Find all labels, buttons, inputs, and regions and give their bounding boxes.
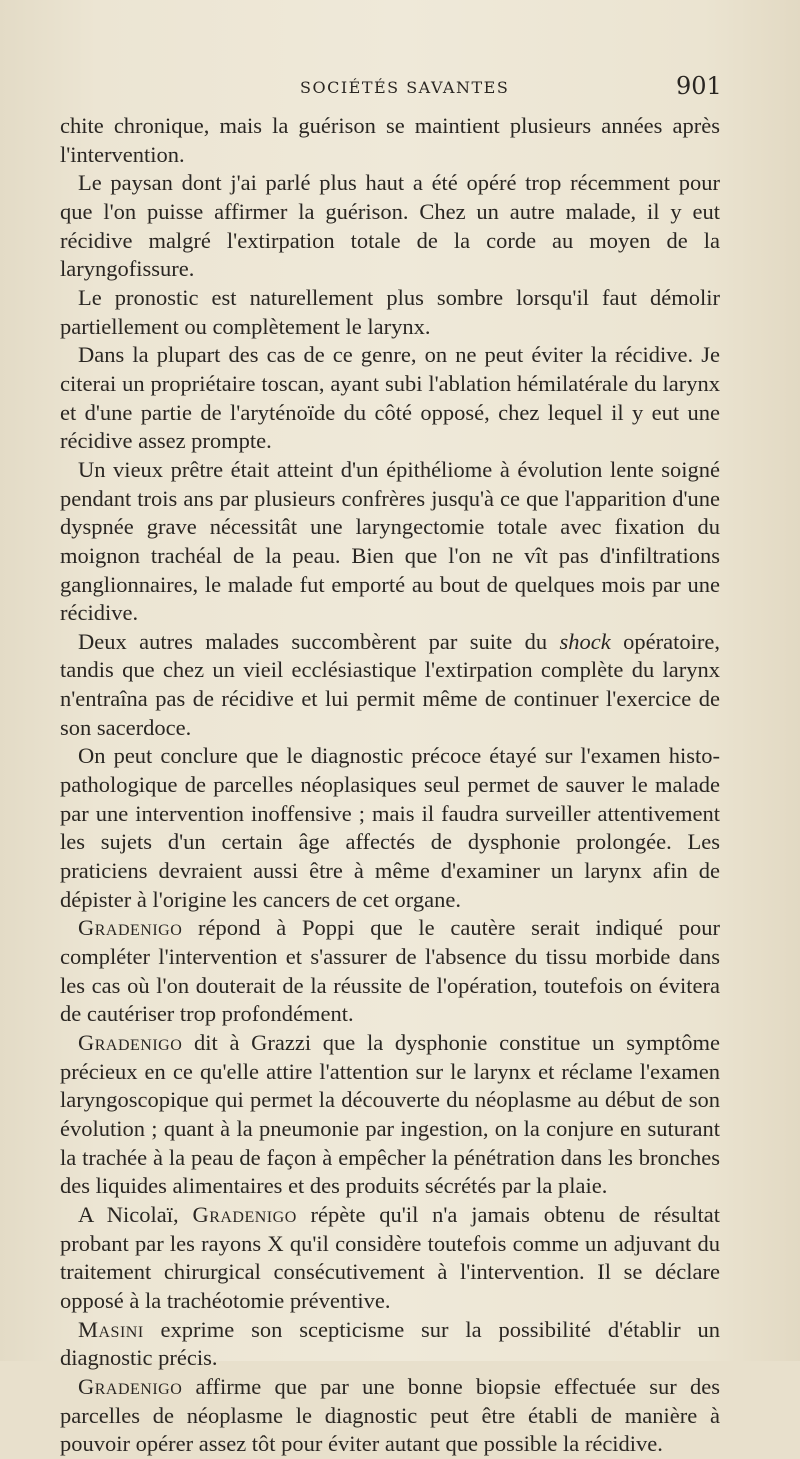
paragraph-2 bbox=[60, 169, 720, 284]
paragraph-6 bbox=[60, 628, 720, 743]
speaker-name: Gradenigo bbox=[192, 1201, 297, 1227]
speaker-name: Gradenigo bbox=[78, 1373, 183, 1399]
paragraph-2-text: Le paysan dont j'ai parlé plus haut a été opéré trop récemment pour que l'on puisse affirmer la guérison. Chez un autre malade, il y eut récidive malgré l'extirpation totale de la corde au moyen de la laryngofissure. bbox=[60, 170, 720, 282]
paragraph-8 bbox=[60, 914, 720, 1029]
paragraph-6-after: opératoire, tandis que chez un vieil ecclésiastique l'extirpation complète du larynx n'entraîna pas de récidive et lui permit même de continuer l'exercice de son sacerdoce. bbox=[60, 628, 720, 740]
page-header bbox=[0, 72, 800, 102]
paragraph-10 bbox=[60, 1201, 720, 1316]
italic-term-shock: shock bbox=[559, 628, 611, 654]
paragraph-7-text: On peut conclure que le diagnostic précoce étayé sur l'examen histo-pathologique de parcelles néoplasiques seul permet de sauver le malade par une intervention inoffensive ; mais il faudra surveiller attentivement les sujets d'un certain âge affectés de dysphonie prolongée. Les praticiens devraient aussi être à même d'examiner un larynx afin de dépister à l'origine les cancers de cet organe. bbox=[60, 743, 720, 912]
paragraph-4 bbox=[60, 341, 720, 456]
paragraph-3-text: Le pronostic est naturellement plus sombre lorsqu'il faut démolir partiellement ou complètement le larynx. bbox=[60, 284, 720, 339]
paragraph-11 bbox=[60, 1316, 720, 1373]
paragraph-12 bbox=[60, 1373, 720, 1459]
paragraph-10-after: répète qu'il n'a jamais obtenu de résultat probant par les rayons X qu'il considère toutefois comme un adjuvant du traitement chirurgical consécutivement à l'intervention. Il se déclare opposé à la trachéotomie préventive. bbox=[60, 1201, 721, 1313]
speaker-name: Gradenigo bbox=[78, 1030, 183, 1055]
paragraph-5 bbox=[60, 456, 720, 628]
paragraph-3 bbox=[60, 284, 720, 341]
paragraph-12-text: affirme que par une bonne biopsie effectuée sur des parcelles de néoplasme le diagnostic peut être établi de manière à pouvoir opérer assez tôt pour éviter autant que possible la récidive. bbox=[60, 1373, 720, 1457]
running-head: SOCIÉTÉS SAVANTES bbox=[300, 78, 510, 97]
paragraph-10-before: A Nicolaï, bbox=[78, 1201, 193, 1227]
paragraph-1 bbox=[60, 112, 720, 169]
paragraph-9 bbox=[60, 1029, 720, 1201]
paragraph-1-text: chite chronique, mais la guérison se maintient plusieurs années après l'intervention. bbox=[60, 113, 720, 167]
body-text bbox=[60, 112, 720, 1459]
paragraph-6-before: Deux autres malades succombèrent par suite du bbox=[78, 628, 560, 654]
speaker-name: Masini bbox=[78, 1316, 144, 1342]
page-number: 901 bbox=[676, 72, 722, 100]
paragraph-5-text: Un vieux prêtre était atteint d'un épithéliome à évolution lente soigné pendant trois ans par plusieurs confrères jusqu'à ce que l'apparition d'une dyspnée grave nécessitât une laryngectomie totale avec fixation du moignon trachéal de la peau. Bien que l'on ne vît pas d'infiltrations ganglionnaires, le malade fut emporté au bout de quelques mois par une récidive. bbox=[60, 456, 720, 626]
paragraph-4-text: Dans la plupart des cas de ce genre, on ne peut éviter la récidive. Je citerai un propriétaire toscan, ayant subi l'ablation hémilatérale du larynx et d'une partie de l'aryténoïde du côté opposé, chez lequel il y eut une récidive assez prompte. bbox=[60, 342, 720, 454]
paragraph-9-text: dit à Grazzi que la dysphonie constitue un symptôme précieux en ce qu'elle attire l'attention sur le larynx et réclame l'examen laryngoscopique qui permet la découverte du néoplasme au début de son évolution ; quant à la pneumonie par ingestion, on la conjure en suturant la trachée à la peau de façon à empêcher la pénétration dans les bronches des liquides alimentaires et des produits sécrétés par la plaie. bbox=[60, 1030, 720, 1199]
paragraph-7 bbox=[60, 742, 720, 914]
paragraph-11-text: exprime son scepticisme sur la possibilité d'établir un diagnostic précis. bbox=[60, 1316, 720, 1371]
speaker-name: Gradenigo bbox=[78, 915, 183, 941]
paragraph-8-text: répond à Poppi que le cautère serait indiqué pour compléter l'intervention et s'assurer de l'absence du tissu morbide dans les cas où l'on douterait de la réussite de l'opération, toutefois on évitera de cautériser trop profondément. bbox=[60, 915, 720, 1027]
